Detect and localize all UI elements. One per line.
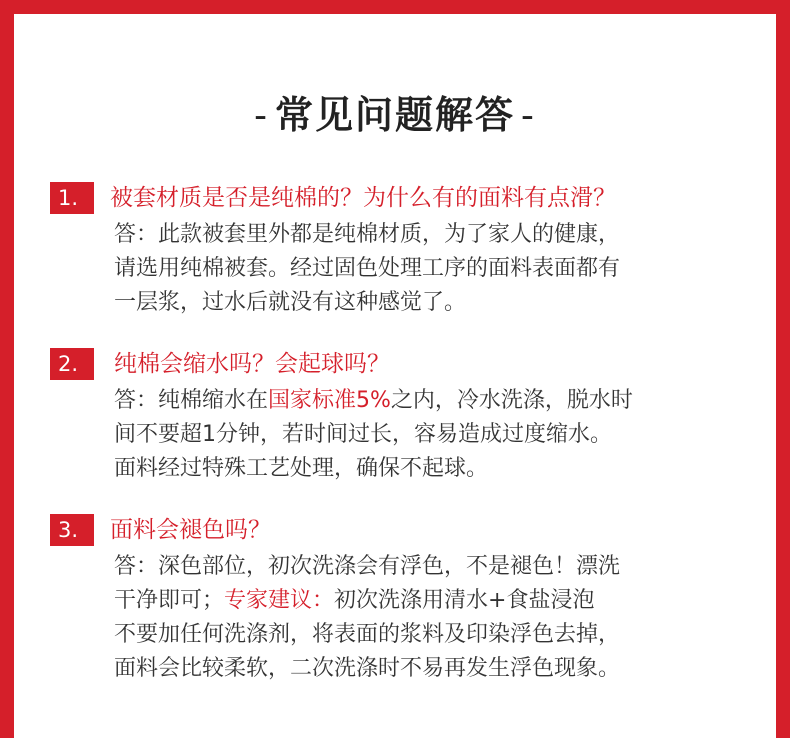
answer-line: 间不要超1分钟，若时间过长，容易造成过度缩水。: [114, 422, 612, 447]
title-dash-left: -: [254, 93, 269, 137]
faq-item-3: [50, 514, 770, 686]
answer-segment: 答：纯棉缩水在: [114, 388, 269, 413]
highlight-national-standard: 国家标准5%: [268, 388, 391, 413]
answer-segment: 之内，冷水洗涤，脱水时: [390, 388, 633, 413]
question-row: [50, 182, 770, 218]
content-card: [14, 14, 776, 738]
answer-line: [114, 384, 774, 418]
answer-line: 一层浆，过水后就没有这种感觉了。: [114, 290, 467, 315]
title-text: 常见问题解答: [274, 92, 515, 137]
answer-line: 面料经过特殊工艺处理，确保不起球。: [114, 456, 489, 481]
question-text: 纯棉会缩水吗？会起球吗？: [114, 351, 390, 377]
answer-line: 答：深色部位，初次洗涤会有浮色，不是褪色！漂洗: [114, 554, 621, 579]
answer-segment: 干净即可；: [114, 588, 225, 613]
answer-line: 请选用纯棉被套。经过固色处理工序的面料表面都有: [114, 256, 621, 281]
page-title: [14, 90, 776, 140]
answer-line: 面料会比较柔软，二次洗涤时不易再发生浮色现象。: [114, 656, 621, 681]
answer-line: 不要加任何洗涤剂，将表面的浆料及印染浮色去掉，: [114, 622, 621, 647]
question-row: [50, 348, 770, 384]
answer-text: [114, 550, 774, 686]
answer-line: 答：此款被套里外都是纯棉材质，为了家人的健康，: [114, 222, 621, 247]
question-text: 面料会褪色吗？: [110, 517, 271, 543]
question-text: 被套材质是否是纯棉的？为什么有的面料有点滑？: [110, 185, 616, 211]
answer-line: [114, 584, 774, 618]
faq-item-1: [50, 182, 770, 320]
answer-text: [114, 384, 774, 486]
question-number-badge: 1.: [50, 182, 94, 214]
question-row: [50, 514, 770, 550]
highlight-expert-advice: 专家建议：: [224, 588, 335, 613]
answer-segment: 初次洗涤用清水+食盐浸泡: [334, 588, 595, 613]
title-dash-right: -: [521, 93, 536, 137]
question-number-badge: 3.: [50, 514, 94, 546]
faq-item-2: [50, 348, 770, 486]
answer-text: [114, 218, 774, 320]
question-number-badge: 2.: [50, 348, 94, 380]
